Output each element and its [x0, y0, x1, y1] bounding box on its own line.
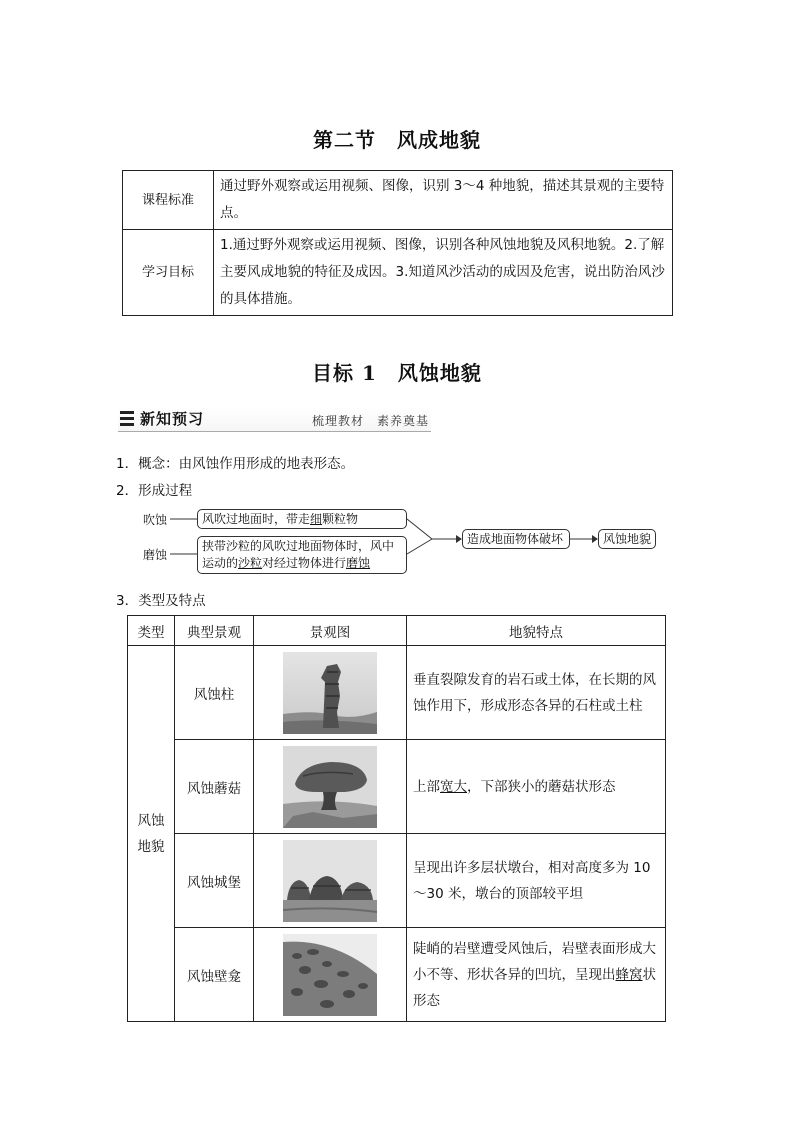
category-text: 风蚀: [137, 812, 165, 829]
item-number: 3．: [116, 593, 139, 609]
feature-text: 状形态: [413, 966, 656, 1009]
chuishi-box: [197, 509, 407, 529]
feature-text: 上部: [413, 778, 440, 795]
section-title: 目标 1 风蚀地貌: [312, 361, 482, 385]
wind-mushroom-photo: [283, 746, 377, 828]
category-text: 地貌: [137, 838, 165, 855]
landform-name: 风蚀城堡: [175, 834, 254, 928]
process-heading-text: 形成过程: [138, 483, 193, 499]
box-underlined: 沙粒: [238, 556, 263, 570]
feature-text: 陡峭的岩壁遭受风蚀后，岩壁表面形成大小不等、形状各异的凹坑，呈现出: [413, 940, 656, 983]
wind-castle-photo: [283, 840, 377, 922]
wind-pillar-photo: [283, 652, 377, 734]
column-header: 典型景观: [175, 616, 254, 646]
wind-niche-photo: [283, 934, 377, 1016]
column-header: 景观图: [254, 616, 407, 646]
standards-text: 通过野外观察或运用视频、图像，识别 3～4 种地貌，描述其景观的主要特点。: [214, 171, 673, 230]
page-title: 第二节 风成地貌: [313, 128, 481, 152]
category-cell: [128, 646, 175, 1022]
chuishi-label: 吹蚀: [143, 513, 168, 527]
box-text: 运动的: [202, 556, 239, 570]
standards-row-goals: [123, 230, 673, 316]
standards-text: 1.通过野外观察或运用视频、图像，识别各种风蚀地貌及风积地貌。2.了解主要风成地貌的特征及成因。3.知道风沙活动的成因及危害，说出防治风沙的具体措施。: [214, 230, 673, 316]
feature-text: ，下部狭小的蘑菇状形态: [467, 778, 616, 795]
image-cell: [254, 834, 407, 928]
standards-label: 课程标准: [123, 171, 214, 230]
box-text: 颗粒物: [322, 512, 359, 526]
moshi-box: [197, 536, 407, 574]
landform-feature: 呈现出许多层状墩台，相对高度多为 10～30 米，墩台的顶部较平坦: [407, 834, 666, 928]
result-box-damage: 造成地面物体破坏: [462, 529, 570, 549]
preview-banner: [118, 407, 431, 432]
standards-table: [122, 170, 673, 316]
table-row: [128, 928, 666, 1022]
standards-label: 学习目标: [123, 230, 214, 316]
table-row: [128, 834, 666, 928]
column-header: 类型: [128, 616, 175, 646]
concept-item: [116, 452, 354, 472]
feature-underlined: 宽大: [440, 778, 467, 795]
table-row: [128, 740, 666, 834]
types-heading: [116, 589, 206, 609]
types-table: [127, 615, 666, 1022]
feature-underlined: 蜂窝: [615, 966, 643, 983]
item-number: 2．: [116, 483, 139, 499]
landform-name: 风蚀柱: [175, 646, 254, 740]
box-text: 挟带沙粒的风吹过地面物体时，风中: [202, 539, 395, 553]
process-heading: [116, 479, 192, 499]
landform-feature: 垂直裂隙发育的岩石或土体，在长期的风蚀作用下，形成形态各异的石柱或土柱: [407, 646, 666, 740]
concept-text: 概念：由风蚀作用形成的地表形态。: [138, 456, 355, 472]
table-row: [128, 646, 666, 740]
landform-feature: [407, 740, 666, 834]
image-cell: [254, 646, 407, 740]
landform-name: 风蚀壁龛: [175, 928, 254, 1022]
box-text: 对经过物体进行: [262, 556, 347, 570]
standards-row-course: [123, 171, 673, 230]
moshi-label: 磨蚀: [143, 548, 168, 562]
bars-icon: [120, 411, 134, 426]
table-header-row: [128, 616, 666, 646]
item-number: 1．: [116, 456, 139, 472]
landform-feature: [407, 928, 666, 1022]
result-box-landform: 风蚀地貌: [598, 529, 656, 549]
banner-subtitle: 梳理教材 素养奠基: [311, 414, 429, 428]
landform-name: 风蚀蘑菇: [175, 740, 254, 834]
types-heading-text: 类型及特点: [138, 593, 206, 609]
image-cell: [254, 928, 407, 1022]
banner-label: 新知预习: [140, 410, 205, 428]
box-underlined: 磨蚀: [346, 556, 371, 570]
column-header: 地貌特点: [407, 616, 666, 646]
image-cell: [254, 740, 407, 834]
box-text: 风吹过地面时，带走: [202, 512, 311, 526]
box-underlined: 细: [310, 512, 323, 526]
